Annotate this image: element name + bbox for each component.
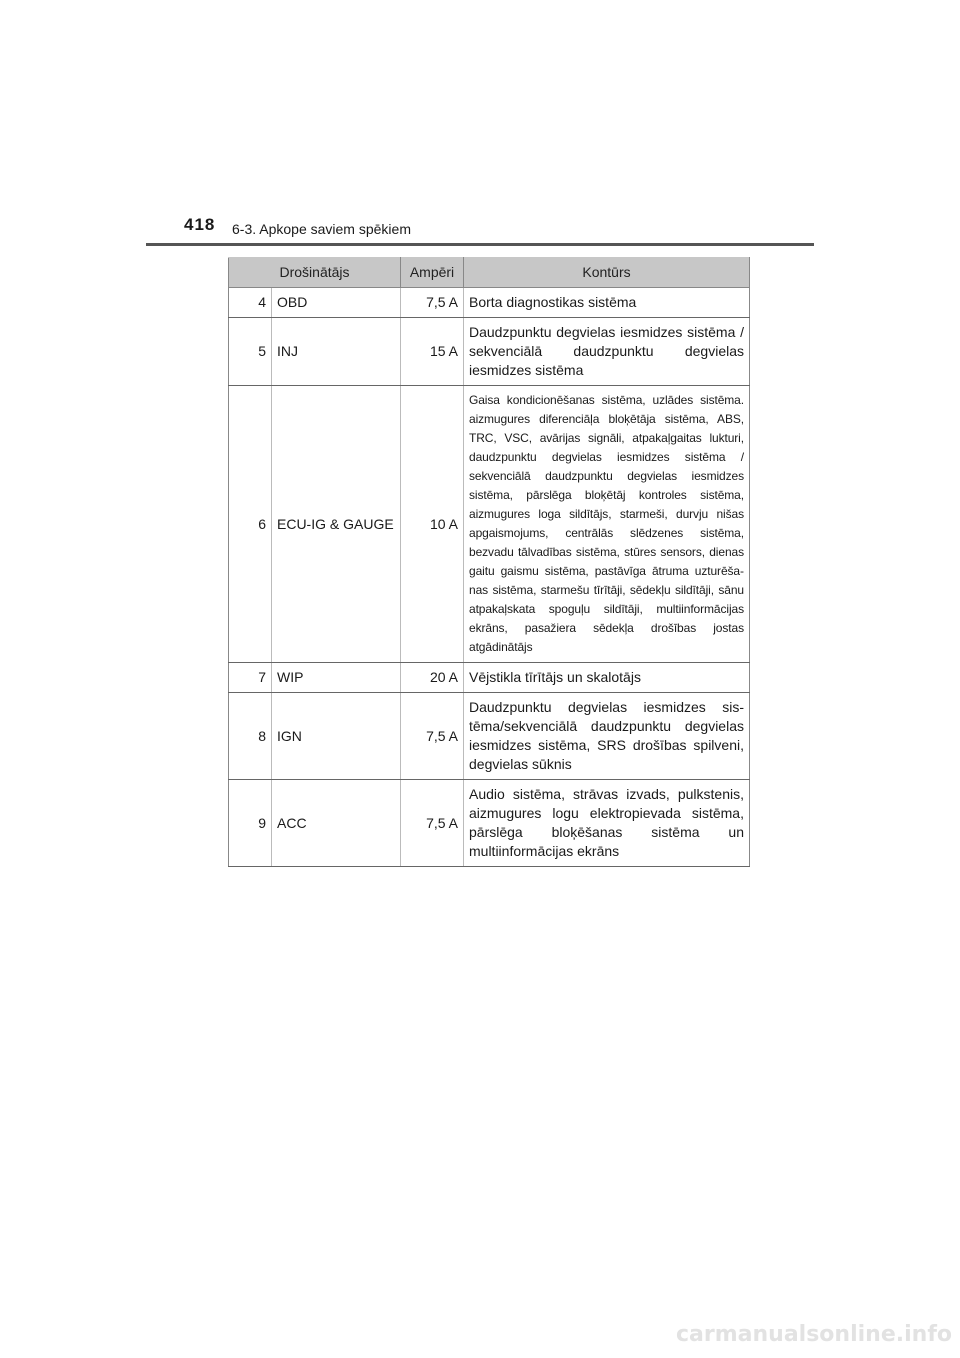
fuse-number: 7 [229,663,272,693]
fuse-number: 9 [229,780,272,867]
fuse-number: 4 [229,288,272,318]
fuse-circuit: Borta diagnostikas sistēma [464,288,750,318]
table-row [229,386,750,663]
table-row [229,780,750,867]
table-row [229,693,750,780]
site-watermark: carmanualsonline.info [676,1322,952,1347]
fuse-name: INJ [272,318,401,386]
fuse-circuit: Daudzpunktu degvielas iesmidzes sistēma / sekvenciālā daudzpunktu degvielas iesmidzes sistēma [464,318,750,386]
section-title: 6-3. Apkope saviem spēkiem [232,221,411,237]
fuse-table [228,257,750,867]
fuse-amperes: 15 A [401,318,464,386]
fuse-number: 6 [229,386,272,663]
header-divider [146,243,814,246]
fuse-amperes: 7,5 A [401,693,464,780]
fuse-number: 8 [229,693,272,780]
column-header-amperes: Ampēri [401,258,464,288]
fuse-name: ECU-IG & GAUGE [272,386,401,663]
fuse-circuit: Daudzpunktu degvielas iesmidzes sistēma/sekvenciālā daudzpunktu degvielas iesmidzes sistēma, SRS drošības spilveni, degvielas sūknis [464,693,750,780]
fuse-circuit: Vējstikla tīrītājs un skalotājs [464,663,750,693]
page-number: 418 [184,215,216,234]
fuse-circuit: Audio sistēma, strāvas izvads, pulkstenis, aizmugures logu elektropievada sistēma, pārslēga bloķēšanas sistēma un multiinformācijas ekrāns [464,780,750,867]
fuse-number: 5 [229,318,272,386]
fuse-amperes: 10 A [401,386,464,663]
fuse-amperes: 20 A [401,663,464,693]
fuse-circuit: Gaisa kondicionēšanas sistēma, uzlādes sistēma. aizmugures diferenciāļa bloķētāja sistēma, ABS, TRC, VSC, avārijas signāli, atpakaļgaitas lukturi, daudzpunktu degvielas iesmidzes sistēma / sekvenciālā daudzpunktu degvielas iesmidzes sistēma, pārslēga bloķētāj kontroles sistēma, aizmugures loga sildītājs, starmeši, durvju nišas apgaismojums, centrālās slēdzenes sistēma, bezvadu tālvadības sistēma, stūres sensors, dienas gaitu gaismu sistēma, pastāvīga ātruma uzturēšanas sistēma, starmešu tīrītāji, sēdekļu sildītāji, sānu atpakaļskata spoguļu sildītāji, multiinformācijas ekrāns, pasažiera sēdekļa drošības jostas atgādinātājs [464,386,750,663]
table-row [229,288,750,318]
fuse-name: ACC [272,780,401,867]
table-row [229,663,750,693]
fuse-amperes: 7,5 A [401,780,464,867]
fuse-amperes: 7,5 A [401,288,464,318]
fuse-name: IGN [272,693,401,780]
table-row [229,318,750,386]
fuse-name: OBD [272,288,401,318]
fuse-name: WIP [272,663,401,693]
table-header-row [229,258,750,288]
column-header-fuse: Drošinātājs [229,258,401,288]
column-header-circuit: Kontūrs [464,258,750,288]
